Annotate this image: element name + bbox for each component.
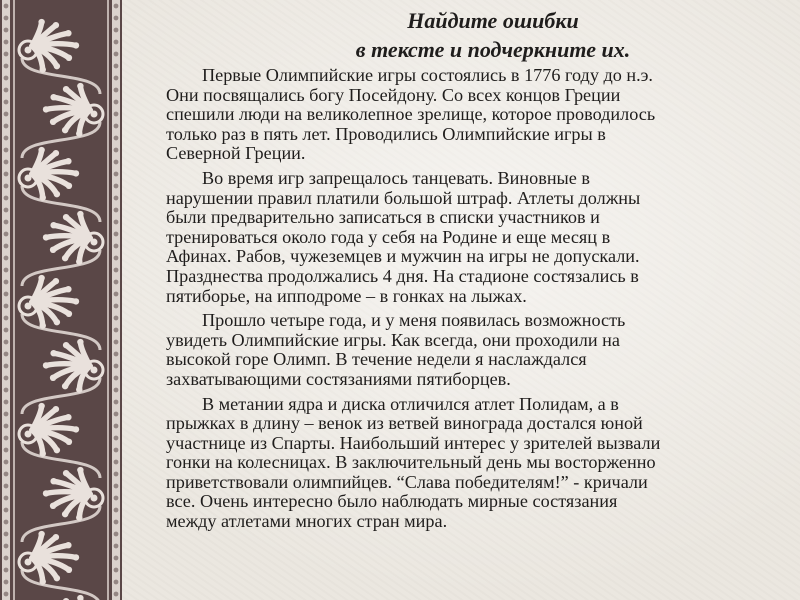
ornamental-border (0, 0, 122, 600)
title-line-1: Найдите ошибки (407, 8, 579, 33)
text-line: все. Очень интересно было наблюдать мирные состязания (166, 491, 618, 512)
text-line: захватывающими состязаниями пятиборцев. (166, 368, 511, 389)
text-line: пятиборье, на ипподроме – в гонках на лыжах. (166, 285, 527, 306)
text-line: тренироваться около года у себя на Родине и еще месяц в (166, 226, 611, 247)
text-line: только раз в пять лет. Проводились Олимпийские игры в (166, 123, 606, 144)
text-line: участнице из Спарты. Наибольший интерес у зрителей вызвали (166, 432, 661, 453)
palmette-ornament-icon (0, 0, 122, 600)
text-line: Празднества продолжались 4 дня. На стадионе состязались в (166, 265, 639, 286)
text-line: Афинах. Рабов, чужеземцев и мужчин на игры не допускали. (166, 246, 640, 267)
text-line: нарушении правил платили большой штраф. Атлеты должны (166, 187, 641, 208)
text-line: между атлетами многих стран мира. (166, 511, 448, 532)
text-line: приветствовали олимпийцев. “Слава победителям!” - кричали (166, 471, 648, 492)
text-line: Первые Олимпийские игры состоялись в 1776 году до н.э. (202, 65, 653, 85)
text-line: Во время игр запрещалось танцевать. Виновные в (202, 167, 590, 188)
text-line: Северной Греции. (166, 143, 306, 164)
text-line: гонки на колесницах. В заключительный день мы восторженно (166, 452, 656, 473)
paragraph-4 (166, 395, 786, 532)
text-line: Они посвящались богу Посейдону. Со всех концов Греции (166, 84, 621, 105)
text-line: увидеть Олимпийские игры. Как всегда, они проходили на (166, 329, 620, 350)
text-line: высокой горе Олимп. В течение недели я наслаждался (166, 349, 587, 370)
text-line: В метании ядра и диска отличился атлет Полидам, а в (202, 393, 619, 414)
paragraph-1 (166, 66, 786, 164)
paragraph-3 (166, 311, 786, 389)
title-line-2: в тексте и подчеркните их. (355, 37, 631, 62)
text-line: спешили люди на великолепное зрелище, которое проводилось (166, 104, 656, 125)
page-title (166, 6, 786, 64)
story-text (166, 66, 786, 532)
text-line: были предварительно записаться в списки участников и (166, 207, 600, 228)
text-content (166, 6, 786, 537)
paragraph-2 (166, 169, 786, 306)
text-line: прыжках в длину – венок из ветвей винограда достался юной (166, 413, 643, 434)
text-line: Прошло четыре года, и у меня появилась возможность (202, 310, 626, 331)
